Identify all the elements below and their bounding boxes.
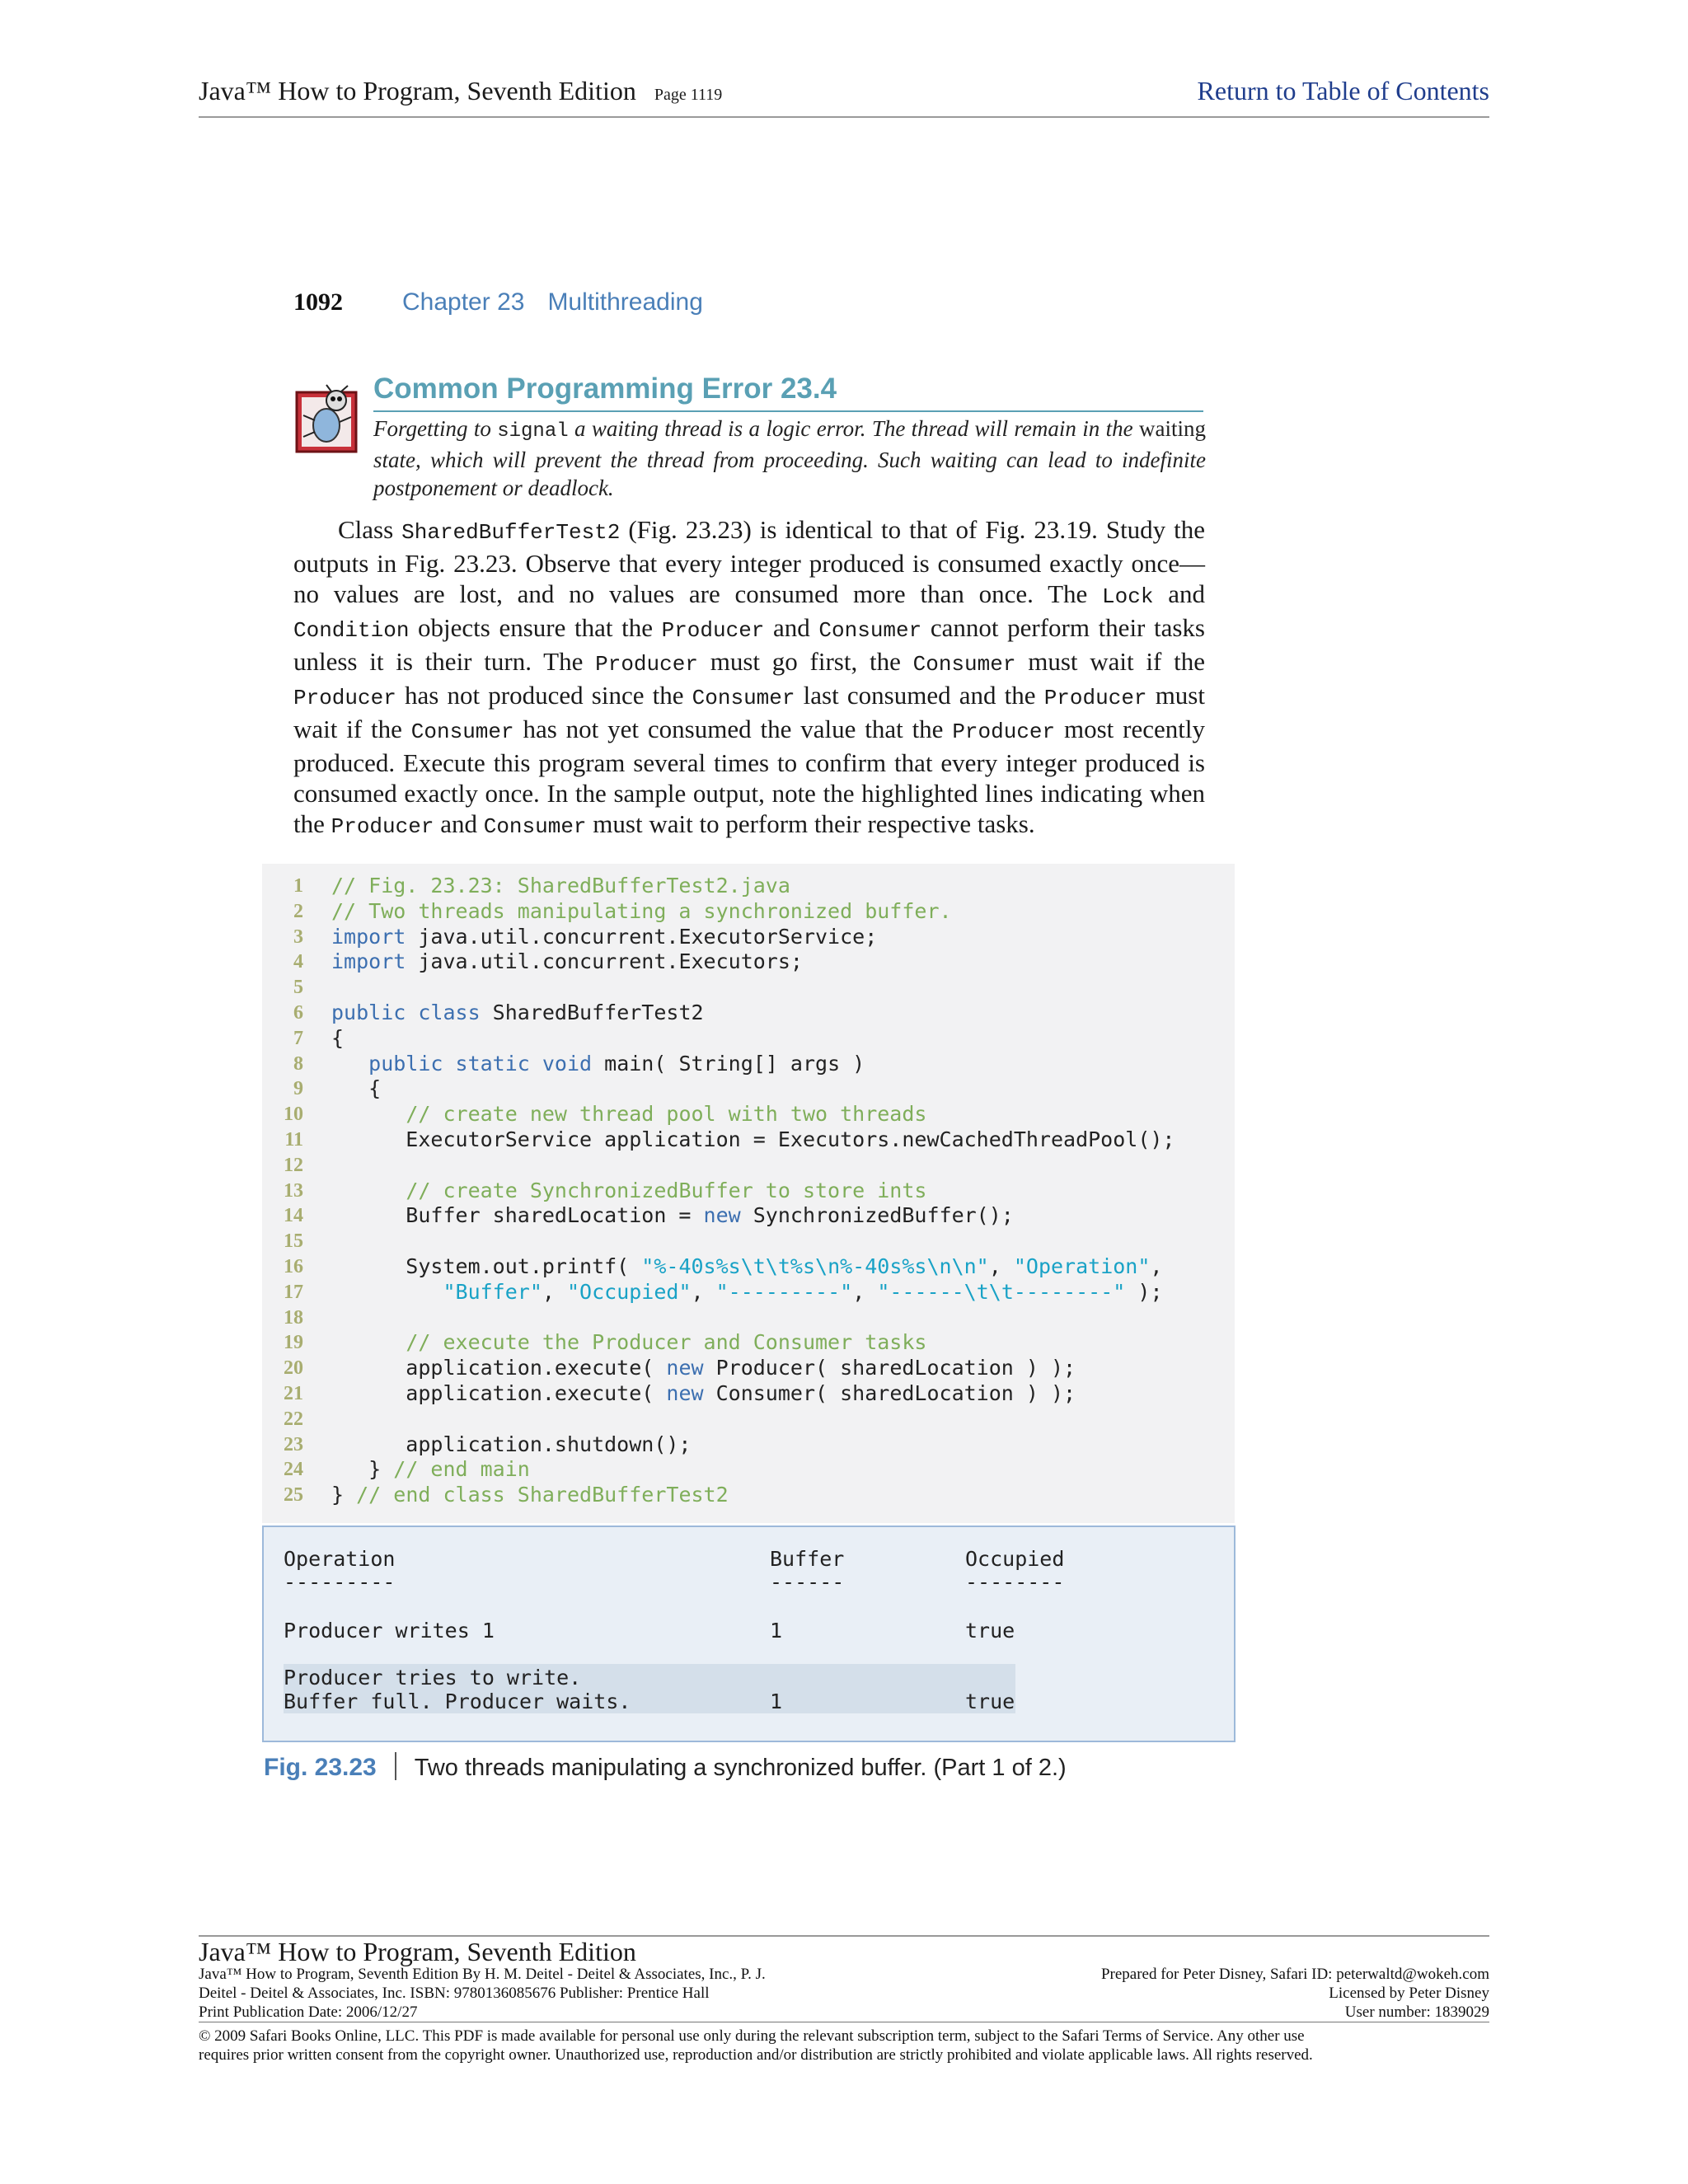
line-number: 24	[284, 1459, 303, 1481]
inline-code: Producer	[952, 719, 1056, 744]
code-comment: // Two threads manipulating a synchronized buffer.	[331, 898, 952, 923]
line-number: 19	[284, 1332, 303, 1354]
code-string: "Occupied"	[567, 1279, 692, 1304]
code-comment: // execute the Producer and Consumer tasks	[406, 1330, 927, 1355]
line-number: 25	[284, 1484, 303, 1507]
code-token	[331, 1330, 406, 1354]
code-text	[303, 1127, 1175, 1153]
line-number: 9	[293, 1078, 303, 1100]
line-number: 3	[293, 926, 303, 948]
line-number: 15	[284, 1230, 303, 1253]
inline-code: SharedBufferTest2	[401, 520, 621, 545]
code-token: ,	[1150, 1254, 1163, 1278]
line-number: 2	[293, 900, 303, 922]
output-row1-operation: Producer writes 1	[284, 1619, 495, 1643]
chapter-title: Multithreading	[547, 288, 703, 316]
paragraph-text-run: and	[434, 809, 484, 838]
chapter-heading	[402, 288, 703, 316]
line-number: 17	[284, 1281, 303, 1303]
code-line	[262, 874, 1235, 899]
line-number: 11	[284, 1128, 303, 1151]
paragraph-text-run: must wait if the	[293, 681, 1205, 743]
code-text	[303, 1330, 926, 1356]
code-text	[303, 1483, 729, 1508]
paragraph-text-run: must wait to perform their respective tasks.	[586, 809, 1035, 838]
paragraph-text-run: must wait if the	[1015, 647, 1205, 676]
code-line	[262, 1076, 1235, 1102]
code-string: "---------"	[715, 1279, 853, 1304]
figure-caption-text: Two threads manipulating a synchronized buffer. (Part 1 of 2.)	[414, 1755, 1067, 1781]
paragraph-text-run: must go first, the	[697, 647, 913, 676]
line-number: 8	[293, 1052, 303, 1075]
figure-caption	[264, 1752, 1067, 1782]
line-number: 18	[284, 1306, 303, 1329]
tip-text-upright: waiting	[1138, 416, 1206, 441]
footer-publication-date: Print Publication Date: 2006/12/27	[199, 2004, 418, 2021]
code-line	[262, 1280, 1235, 1305]
output-col-occupied: Occupied	[965, 1547, 1065, 1571]
code-keyword: import	[331, 949, 406, 974]
code-line	[262, 1254, 1235, 1280]
code-token: SharedBufferTest2	[480, 1000, 704, 1024]
inline-code: Lock	[1102, 584, 1154, 609]
code-token: );	[1125, 1279, 1163, 1304]
code-token	[331, 1280, 443, 1304]
output-row2-operation-line2: Buffer full. Producer waits.	[284, 1690, 631, 1713]
code-keyword: new	[666, 1356, 704, 1380]
line-number: 23	[284, 1433, 303, 1455]
tip-box-body	[373, 415, 1206, 502]
paragraph-text-run: most recently produced. Execute this program several times to confirm that every integer produced is consumed exactly once. In the sample output, note the highlighted lines indicating when the	[293, 715, 1205, 838]
code-line	[262, 1305, 1235, 1331]
code-text	[303, 1052, 865, 1077]
program-output	[262, 1526, 1236, 1742]
line-number: 6	[293, 1001, 303, 1024]
code-line	[262, 1052, 1235, 1077]
code-line	[262, 1127, 1235, 1153]
output-row2-occupied: true	[965, 1690, 1015, 1713]
line-number: 16	[284, 1255, 303, 1277]
header-divider	[199, 116, 1489, 118]
code-comment: // create SynchronizedBuffer to store ints	[406, 1178, 927, 1202]
code-line	[262, 1102, 1235, 1127]
inline-code: Consumer	[483, 814, 587, 839]
figure-number: Fig. 23.23	[264, 1754, 377, 1781]
code-line	[262, 925, 1235, 950]
code-text	[303, 1432, 692, 1458]
tip-text-1: Forgetting to	[373, 416, 498, 441]
code-text	[303, 1179, 926, 1204]
code-text	[303, 899, 952, 925]
footer-user-number: User number: 1839029	[1344, 2004, 1489, 2021]
inline-code: Producer	[1043, 686, 1147, 710]
code-text	[303, 949, 803, 975]
inline-code: Consumer	[818, 618, 922, 643]
code-token: ,	[852, 1279, 878, 1304]
paragraph-text-run: has not yet consumed the value that the	[513, 715, 953, 743]
footer-licensed-by: Licensed by Peter Disney	[1329, 1985, 1489, 2002]
tip-text-2: a waiting thread is a logic error. The thread will remain in the	[568, 416, 1139, 441]
return-to-toc-link[interactable]: Return to Table of Contents	[1197, 76, 1489, 105]
code-token: application.execute(	[331, 1356, 667, 1380]
body-paragraph-text	[293, 514, 1205, 842]
code-keyword: new	[666, 1380, 704, 1405]
line-number: 14	[284, 1205, 303, 1227]
code-token: java.util.concurrent.Executors;	[406, 949, 803, 974]
paragraph-text-run: and	[1153, 579, 1205, 608]
code-token: ExecutorService application = Executors.newCachedThreadPool();	[331, 1127, 1175, 1151]
code-token	[331, 1179, 406, 1202]
output-dash-operation: ---------	[284, 1570, 396, 1594]
bug-icon	[295, 384, 366, 455]
code-text	[303, 1381, 1076, 1407]
code-listing	[262, 874, 1235, 1508]
output-row1-buffer: 1	[770, 1619, 783, 1643]
tip-box-divider	[373, 410, 1203, 412]
code-string: "%-40s%s\t\t%s\n%-40s%s\n\n"	[641, 1254, 989, 1278]
line-number: 10	[284, 1104, 303, 1126]
line-number: 5	[293, 977, 303, 999]
code-token: application.shutdown();	[331, 1432, 692, 1456]
code-keyword: public class	[331, 1000, 481, 1024]
code-text	[303, 1305, 331, 1331]
paragraph-text-run: last consumed and the	[795, 681, 1044, 710]
output-row2-operation-line1: Producer tries to write.	[284, 1666, 582, 1690]
code-string: "------\t\t--------"	[877, 1279, 1126, 1304]
code-token	[331, 1102, 406, 1126]
caption-separator	[395, 1752, 396, 1780]
code-text	[303, 1254, 1162, 1280]
paragraph-text-run: and	[764, 613, 819, 642]
output-col-buffer: Buffer	[770, 1547, 845, 1571]
code-line	[262, 1356, 1235, 1381]
code-text	[303, 1153, 331, 1179]
code-keyword: import	[331, 924, 406, 949]
line-number: 12	[284, 1154, 303, 1176]
code-text	[303, 1001, 704, 1026]
code-line	[262, 1381, 1235, 1407]
footer-book-title: Java™ How to Program, Seventh Edition	[199, 1937, 636, 1966]
paragraph-text-run: (Fig. 23.23) is identical to that of Fig. 23.19. Study the outputs in Fig. 23.23. Observe that every integer produced is consumed exactly once—no values are lost, and no values are consumed more than once. The	[293, 515, 1206, 608]
line-number: 7	[293, 1027, 303, 1049]
code-line	[262, 1432, 1235, 1458]
output-dash-buffer: ------	[770, 1570, 845, 1594]
code-text	[303, 1102, 926, 1127]
footer-copyright-1: © 2009 Safari Books Online, LLC. This PDF is made available for personal use only during the relevant subscription term, subject to the Safari Terms of Service. Any other use	[199, 2027, 1305, 2045]
footer-book-info-2: Deitel - Deitel & Associates, Inc. ISBN: 9780136085676 Publisher: Prentice Hall	[199, 1985, 710, 2002]
inline-code: Producer	[661, 618, 765, 643]
code-token: Consumer( sharedLocation ) );	[703, 1380, 1076, 1405]
code-text	[303, 925, 877, 950]
footer-copyright-2: requires prior written consent from the copyright owner. Unauthorized use, reproduction and/or distribution are strictly prohibited and violate applicable laws. All rights reserved.	[199, 2046, 1313, 2064]
output-dash-occupied: --------	[965, 1570, 1065, 1594]
tip-text-3: state, which will prevent the thread from proceeding. Such waiting can lead to indefinite postponement or deadlock.	[373, 448, 1206, 500]
inline-code: Consumer	[692, 686, 795, 710]
code-line	[262, 1203, 1235, 1229]
code-keyword: public static void	[368, 1051, 593, 1076]
code-token: ,	[988, 1254, 1014, 1278]
code-comment: // end main	[393, 1457, 530, 1482]
inline-code: Producer	[293, 686, 396, 710]
inline-code: Producer	[331, 814, 434, 839]
code-token: SynchronizedBuffer();	[740, 1203, 1014, 1228]
tip-box-title: Common Programming Error 23.4	[373, 373, 837, 405]
code-token: System.out.printf(	[331, 1254, 642, 1278]
output-row1-occupied: true	[965, 1619, 1015, 1643]
paragraph-text-run: has not produced since the	[396, 681, 692, 710]
output-row2-buffer: 1	[770, 1690, 783, 1713]
footer-prepared-for: Prepared for Peter Disney, Safari ID: peterwaltd@wokeh.com	[1100, 1966, 1489, 1983]
code-line	[262, 1026, 1235, 1052]
code-token	[331, 1052, 368, 1076]
code-text	[303, 1076, 381, 1102]
code-token: ,	[542, 1279, 567, 1304]
code-line	[262, 899, 1235, 925]
line-number: 13	[284, 1179, 303, 1202]
code-token: }	[331, 1457, 394, 1482]
code-line	[262, 1483, 1235, 1508]
output-col-operation: Operation	[284, 1547, 396, 1571]
book-title: Java™ How to Program, Seventh Edition	[199, 76, 636, 105]
tip-code-signal: signal	[497, 420, 569, 443]
code-text	[303, 1280, 1163, 1305]
code-text	[303, 874, 790, 899]
line-number: 4	[293, 951, 303, 973]
code-token: Producer( sharedLocation ) );	[703, 1356, 1076, 1380]
paragraph-text-run: objects ensure that the	[409, 613, 662, 642]
code-line	[262, 949, 1235, 975]
code-token: application.execute(	[331, 1380, 667, 1405]
code-text	[303, 1356, 1076, 1381]
line-number: 20	[284, 1357, 303, 1380]
paragraph-text-run: Class	[338, 515, 402, 544]
inline-code: Consumer	[410, 719, 514, 744]
code-keyword: new	[703, 1203, 741, 1228]
inline-code: Condition	[293, 618, 410, 643]
code-token: {	[331, 1076, 382, 1101]
code-comment: // end class SharedBufferTest2	[356, 1483, 729, 1507]
code-text	[303, 1203, 1014, 1229]
code-text	[303, 1026, 344, 1052]
inline-code: Producer	[595, 652, 698, 677]
code-line	[262, 1330, 1235, 1356]
code-text	[303, 1229, 331, 1254]
code-token: Buffer sharedLocation =	[331, 1203, 704, 1228]
code-token: java.util.concurrent.ExecutorService;	[406, 924, 878, 949]
code-token: }	[331, 1483, 357, 1507]
inline-code: Consumer	[912, 652, 1016, 677]
code-string: "Operation"	[1013, 1254, 1151, 1278]
page-label: Page 1119	[654, 86, 723, 104]
chapter-label: Chapter 23	[402, 288, 525, 316]
code-line	[262, 1179, 1235, 1204]
code-comment: // create new thread pool with two threads	[406, 1102, 927, 1127]
line-number: 1	[293, 875, 303, 897]
footer-book-info-1: Java™ How to Program, Seventh Edition By H. M. Deitel - Deitel & Associates, Inc., P. J.	[199, 1966, 766, 1983]
code-token: ,	[691, 1279, 716, 1304]
code-token: main( String[] args )	[592, 1051, 865, 1076]
code-string: "Buffer"	[443, 1279, 542, 1304]
code-line	[262, 1457, 1235, 1483]
code-line	[262, 975, 1235, 1001]
line-number: 21	[284, 1382, 303, 1404]
code-line	[262, 1229, 1235, 1254]
code-token: {	[331, 1025, 345, 1050]
book-title-header	[199, 76, 722, 106]
code-line	[262, 1001, 1235, 1026]
code-text	[303, 975, 331, 1001]
page-number: 1092	[293, 288, 343, 316]
code-text	[303, 1457, 530, 1483]
code-text	[303, 1407, 331, 1432]
body-paragraph	[293, 514, 1205, 842]
code-comment: // Fig. 23.23: SharedBufferTest2.java	[331, 874, 790, 898]
paragraph-text-run: cannot perform their tasks unless it is their turn. The	[293, 613, 1205, 676]
code-line	[262, 1407, 1235, 1432]
code-line	[262, 1153, 1235, 1179]
line-number: 22	[284, 1408, 303, 1430]
